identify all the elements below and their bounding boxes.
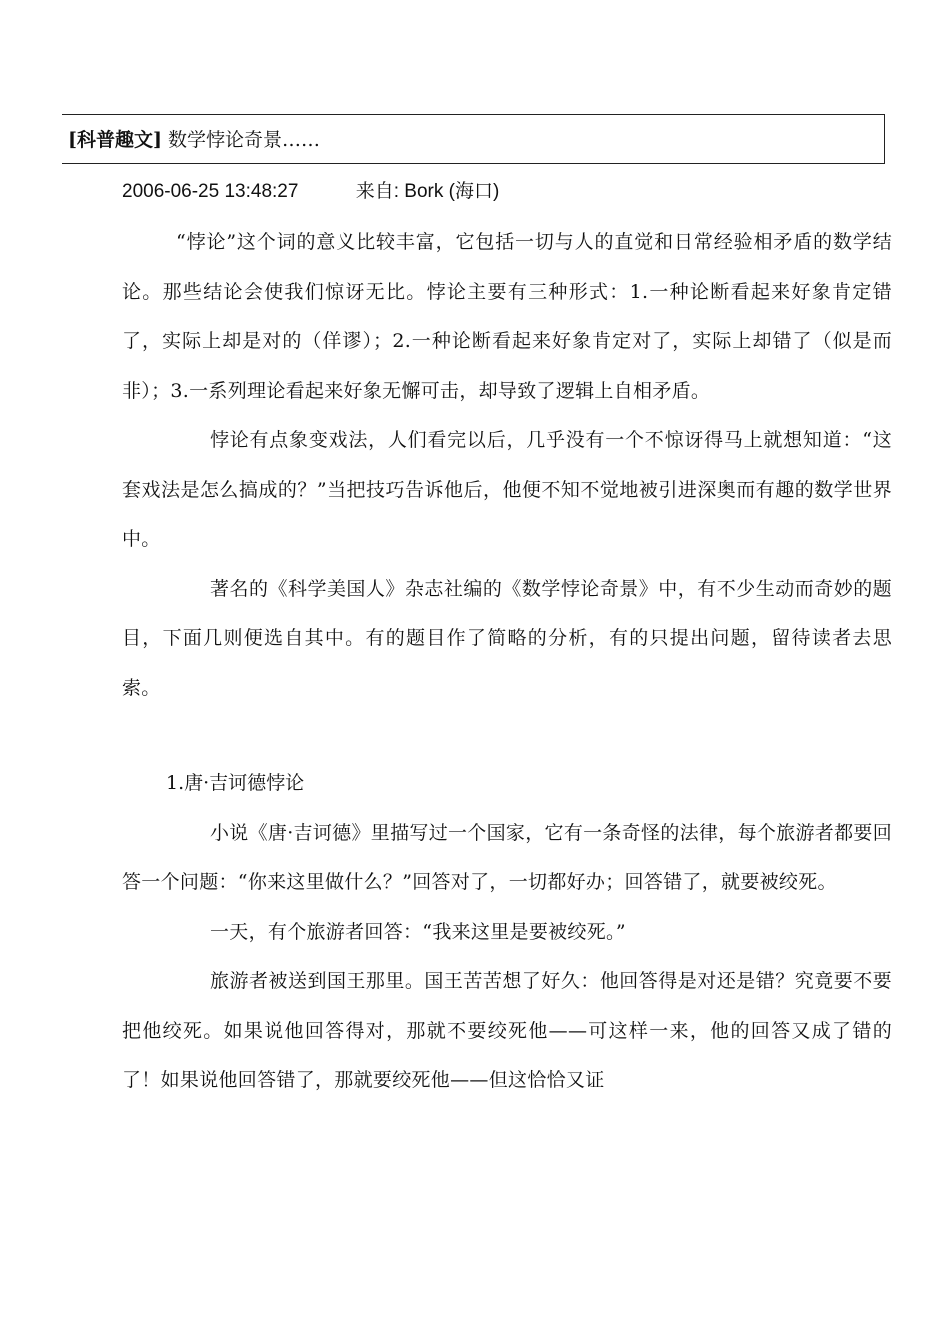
paragraph: 一天，有个旅游者回答：“我来这里是要被绞死。”	[210, 920, 626, 943]
article-body	[122, 218, 892, 1106]
post-datetime: 2006-06-25 13:48:27	[122, 181, 299, 202]
paragraph: 小说《唐·吉诃德》里描写过一个国家，它有一条奇怪的法律，每个旅游者都要回答一个问题：“你来这里做什么？”回答对了，一切都好办；回答错了，就要被绞死。	[122, 821, 892, 893]
paragraph: 旅游者被送到国王那里。国王苦苦想了好久：他回答得是对还是错？究竟要不要把他绞死。如果说他回答得对，那就不要绞死他——可这样一来，他的回答又成了错的了！如果说他回答错了，那就要绞死他——但这恰恰又证	[122, 970, 892, 1091]
title-text: 数学悖论奇景……	[168, 129, 321, 151]
paragraph: “悖论”这个词的意义比较丰富，它包括一切与人的直觉和日常经验相矛盾的数学结论。那些结论会使我们惊讶无比。悖论主要有三种形式：1.一种论断看起来好象肯定错了，实际上却是对的（佯谬）；2.一种论断看起来好象肯定对了，实际上却错了（似是而非）；3.一系列理论看起来好象无懈可击，却导致了逻辑上自相矛盾。	[122, 231, 892, 402]
article-meta	[122, 176, 499, 203]
paragraph: 著名的《科学美国人》杂志社编的《数学悖论奇景》中，有不少生动而奇妙的题目，下面几则便选自其中。有的题目作了简略的分析，有的只提出问题，留待读者去思索。	[122, 577, 892, 699]
article-title	[68, 125, 320, 152]
article-title-box	[62, 114, 885, 164]
post-source: 来自: Bork (海口)	[355, 181, 500, 202]
section-spacer	[122, 713, 892, 759]
paragraph: 悖论有点象变戏法，人们看完以后，几乎没有一个不惊讶得马上就想知道：“这套戏法是怎么搞成的？”当把技巧告诉他后，他便不知不觉地被引进深奥而有趣的数学世界中。	[122, 429, 892, 550]
category-tag: [科普趣文]	[68, 129, 162, 151]
section-heading: 1.唐·吉诃德悖论	[166, 772, 305, 794]
